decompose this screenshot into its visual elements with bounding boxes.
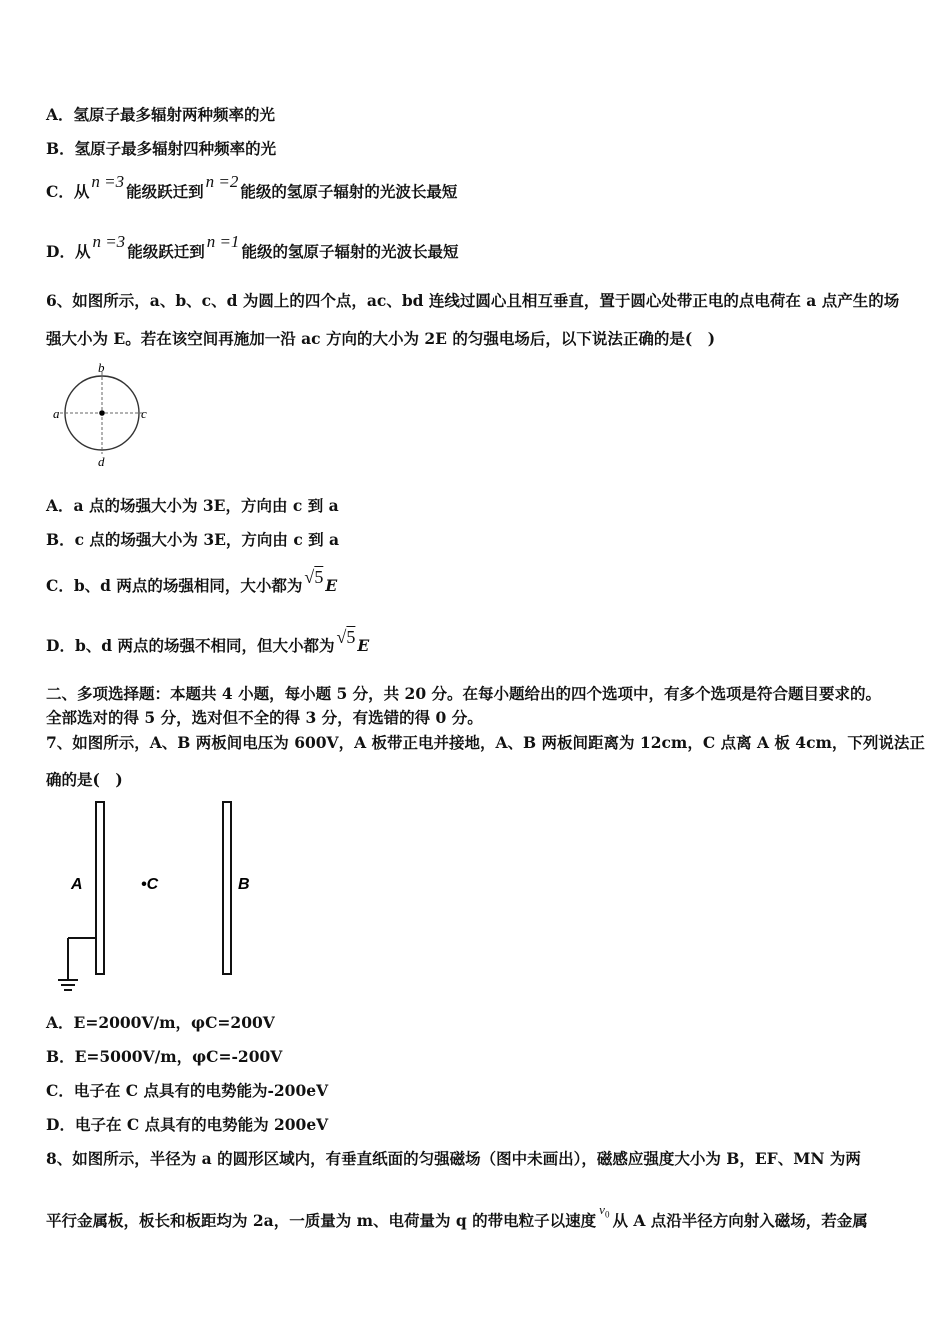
q6-option-d-post: E (357, 636, 370, 655)
q8-stem-line2-post: 从 A 点沿半径方向射入磁场，若金属 (612, 1211, 868, 1230)
q5-option-d-post: 能级的氢原子辐射的光波长最短 (241, 242, 459, 261)
figure-label-plate-a: A (71, 876, 83, 893)
figure-label-d: d (98, 454, 105, 469)
v0-symbol: v (599, 1202, 605, 1217)
formula-n2: n =2 (205, 172, 239, 191)
q6-stem-line1: 6、如图所示，a、b、c、d 为圆上的四个点，ac、bd 连线过圆心且相互垂直，置于圆心处带正电的点电荷在 a 点产生的场 (46, 291, 900, 310)
plate-a (96, 802, 104, 974)
q7-option-a: A．E=2000V/m，φC=200V (46, 1013, 275, 1032)
q6-option-d-pre: D．b、d 两点的场强不相同，但大小都为 (46, 636, 335, 655)
q6-stem-line2: 强大小为 E。若在该空间再施加一沿 ac 方向的大小为 2E 的匀强电场后，以下说法正确的是( ) (46, 329, 716, 348)
q5-option-d-mid: 能级跃迁到 (127, 242, 205, 261)
q5-option-b: B．氢原子最多辐射四种频率的光 (46, 139, 277, 158)
q6-option-c-post: E (325, 576, 338, 595)
q8-stem-line2 (46, 1202, 868, 1232)
q6-option-c-pre: C．b、d 两点的场强相同，大小都为 (46, 576, 303, 595)
formula-sqrt5: √5 (304, 567, 324, 587)
formula-v0 (599, 1202, 609, 1220)
q6-option-b: B．c 点的场强大小为 3E，方向由 c 到 a (46, 530, 340, 549)
figure-label-a: a (53, 406, 60, 421)
formula-n3: n =3 (92, 232, 126, 251)
section2-header-line2: 全部选对的得 5 分，选对但不全的得 3 分，有选错的得 0 分。 (46, 708, 483, 727)
v0-subscript: 0 (604, 1209, 610, 1220)
sqrt-radicand: 5 (346, 627, 356, 647)
q7-option-d: D．电子在 C 点具有的电势能为 200eV (46, 1115, 329, 1134)
q7-plates-figure (50, 800, 270, 1000)
q6-option-a: A．a 点的场强大小为 3E，方向由 c 到 a (46, 496, 339, 515)
q7-stem-line2: 确的是( ) (46, 770, 123, 789)
formula-n3: n =3 (91, 172, 125, 191)
q5-option-c-post: 能级的氢原子辐射的光波长最短 (240, 182, 458, 201)
q6-circle-figure (48, 362, 158, 470)
q5-option-c (46, 172, 458, 202)
figure-label-point-c: •C (141, 876, 159, 893)
section2-header-line1: 二、多项选择题：本题共 4 小题，每小题 5 分，共 20 分。在每小题给出的四个选项中，有多个选项是符合题目要求的。 (46, 684, 882, 703)
figure-label-c: c (141, 406, 147, 421)
q7-option-c: C．电子在 C 点具有的电势能为-200eV (46, 1081, 329, 1100)
q8-stem-line1: 8、如图所示，半径为 a 的圆形区域内，有垂直纸面的匀强磁场（图中未画出），磁感应强度大小为 B，EF、MN 为两 (46, 1149, 861, 1168)
figure-label-plate-b: B (238, 876, 250, 893)
q5-option-c-pre: C．从 (46, 182, 90, 201)
q7-stem-line1: 7、如图所示，A、B 两板间电压为 600V，A 板带正电并接地，A、B 两板间距离为 12cm，C 点离 A 板 4cm，下列说法正 (46, 733, 925, 752)
plate-b (223, 802, 231, 974)
figure-center-charge (99, 410, 105, 416)
figure-label-b: b (98, 362, 105, 375)
q6-option-d (46, 627, 370, 656)
formula-sqrt5: √5 (336, 627, 356, 647)
q5-option-d (46, 232, 459, 262)
q6-option-c (46, 567, 338, 596)
formula-n1: n =1 (206, 232, 240, 251)
q5-option-a: A．氢原子最多辐射两种频率的光 (46, 105, 276, 124)
q8-stem-line2-pre: 平行金属板，板长和板距均为 2a，一质量为 m、电荷量为 q 的带电粒子以速度 (46, 1211, 597, 1230)
sqrt-radicand: 5 (314, 567, 324, 587)
q5-option-c-mid: 能级跃迁到 (126, 182, 204, 201)
q5-option-d-pre: D．从 (46, 242, 91, 261)
q7-option-b: B．E=5000V/m，φC=-200V (46, 1047, 283, 1066)
